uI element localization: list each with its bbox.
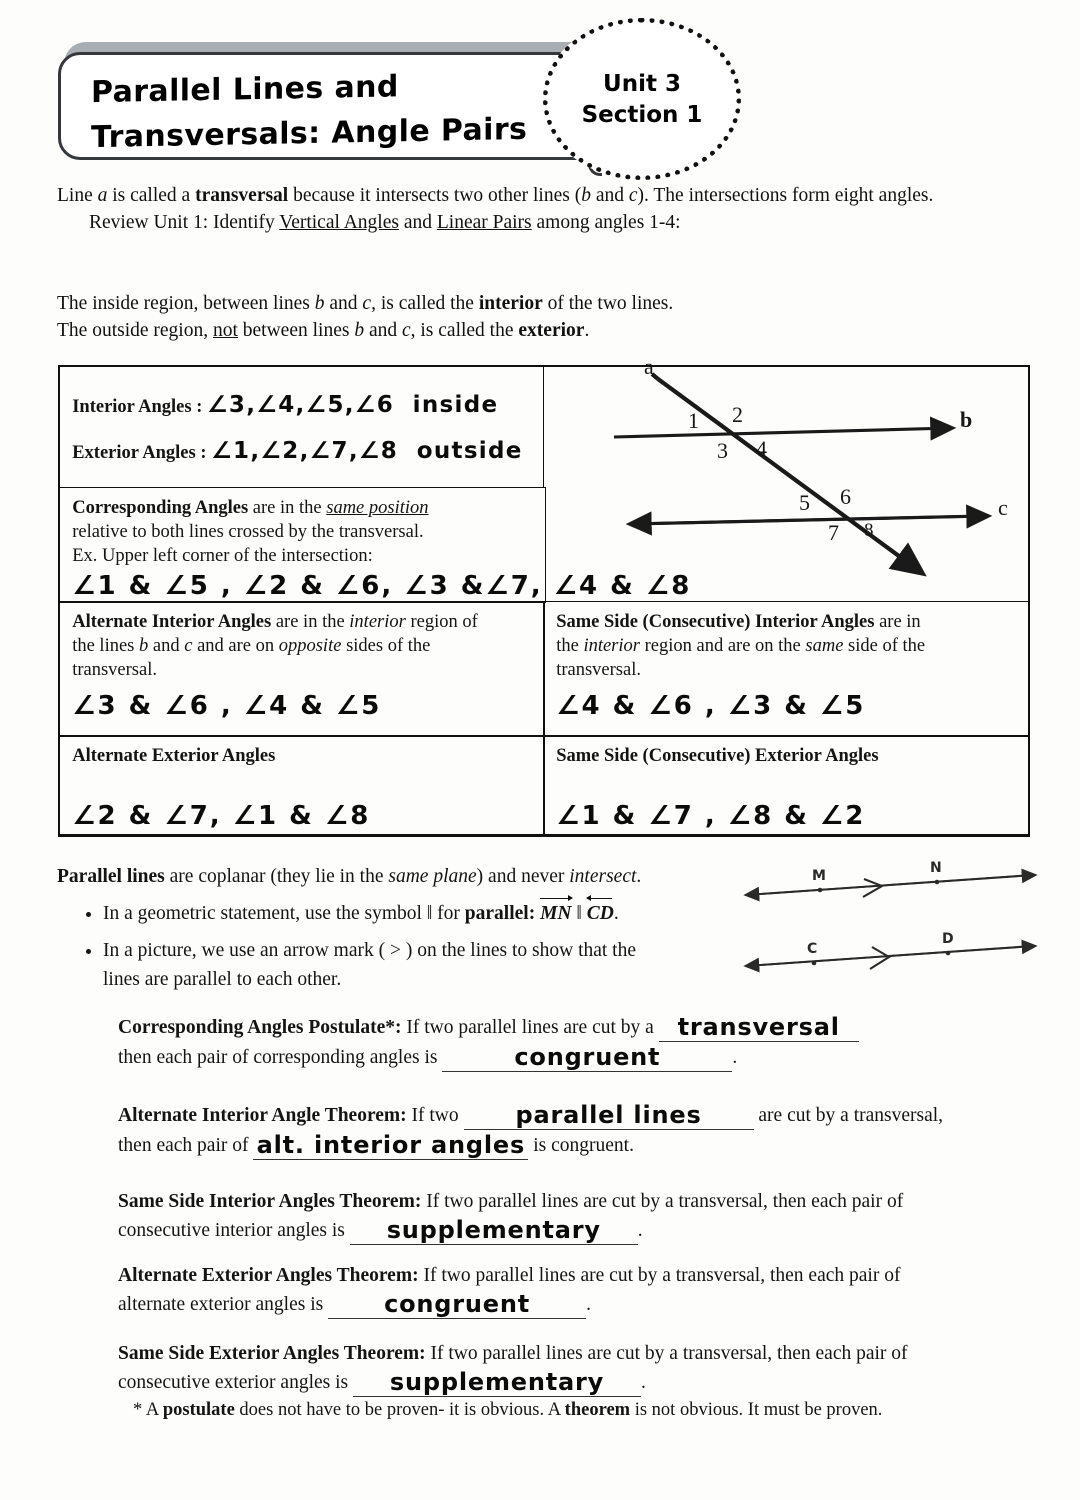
ray-mn: MN [540,903,572,924]
alternate-exterior-label: Alternate Exterior Angles [72,746,276,767]
cd-line [746,946,1035,966]
exterior-angles-label: Exterior Angles : [72,443,207,464]
same-side-exterior-answer: ∠1 & ∠7 , ∠8 & ∠2 [556,801,866,832]
cd-label-c: C [807,941,818,957]
theorem-line-1: Alternate Interior Angle Theorem: If two parallel lines are cut by a transversal, [118,1101,944,1129]
table-row [60,602,1028,736]
exterior-angles-note: outside [416,438,523,465]
diagram-angle-4: 4 [756,436,767,461]
theorem-line-2: then each pair of corresponding angles is congruent . [118,1043,738,1071]
answer-blank[interactable]: supplementary [353,1367,641,1397]
same-side-interior-cell [543,601,1029,737]
line-cd: CD [586,903,614,924]
interior-angles-answer: ∠3,∠4,∠5,∠6 [207,392,395,419]
table-row [60,736,1028,834]
line-b [614,428,952,437]
mn-line [746,875,1035,895]
regions-paragraph [57,290,957,344]
regions-line-1: The inside region, between lines b and c, is called the interior of the two lines. [57,293,674,314]
unit-section-badge [543,18,741,180]
intro-paragraph [57,182,1037,236]
answer-blank[interactable]: congruent [328,1289,586,1319]
cd-label-d: D [942,931,954,947]
interior-angles-label: Interior Angles : [72,397,203,418]
mn-arrow-mark [863,879,882,897]
theorem-alternate-exterior-angles [118,1262,1018,1319]
corresponding-angles-def-l2: relative to both lines crossed by the transversal. [72,521,424,542]
regions-line-2: The outside region, not between lines b and c, is called the exterior. [57,320,590,341]
theorem-line-2: alternate exterior angles is congruent . [118,1290,591,1318]
theorem-line-1: Alternate Exterior Angles Theorem: If two parallel lines are cut by a transversal, then each pair of [118,1265,901,1286]
diagram-angle-8: 8 [864,520,874,541]
parallel-lines-lead: Parallel lines are coplanar (they lie in the same plane) and never intersect. [57,866,642,887]
theorem-line-2: consecutive interior angles is supplementary . [118,1216,643,1244]
diagram-angle-7: 7 [828,520,839,545]
footnote: * A postulate does not have to be proven- it is obvious. A theorem is not obvious. It must be proven. [133,1400,883,1420]
theorem-alternate-interior-angle [118,1100,1018,1160]
corresponding-angles-def: Corresponding Angles are in the same position [72,497,429,518]
alternate-interior-def-l2: the lines b and c and are on opposite sides of the [72,636,431,657]
list-item: • In a picture, we use an arrow mark ( > ) on the lines to show that the lines are parallel to each other. [103,936,757,994]
same-side-interior-def-l2: the interior region and are on the same side of the [556,636,926,657]
parallel-lines-paragraph [57,862,757,994]
parallel-lines-bullets [57,899,757,994]
transversal-diagram [600,352,1040,592]
section-label: Section 1 [581,101,703,128]
diagram-label-c: c [998,495,1008,520]
theorem-corresponding-angles-postulate [118,1012,1018,1072]
answer-blank[interactable]: congruent [442,1042,732,1072]
corresponding-angles-answer: ∠1 & ∠5 , ∠2 & ∠6, ∠3 &∠7, ∠4 & ∠8 [72,570,692,601]
mn-label-n: N [930,860,942,876]
unit-label: Unit 3 [603,70,681,97]
alternate-interior-cell [59,601,545,737]
diagram-angle-2: 2 [732,402,743,427]
corresponding-angles-def-l3: Ex. Upper left corner of the intersection: [72,545,373,566]
list-item: • In a geometric statement, use the symbol ‖ for parallel: MN ‖ CD. [103,899,757,928]
corresponding-angles-cell [59,487,692,603]
diagram-angle-1: 1 [688,408,699,433]
theorem-line-1: Corresponding Angles Postulate*: If two parallel lines are cut by a transversal [118,1012,1018,1042]
alternate-exterior-cell [59,735,545,835]
diagram-angle-5: 5 [799,490,810,515]
answer-blank[interactable]: transversal [659,1012,859,1042]
alternate-interior-def-l3: transversal. [72,660,157,681]
alternate-interior-def: Alternate Interior Angles are in the interior region of [72,612,478,633]
same-side-interior-answer: ∠4 & ∠6 , ∠3 & ∠5 [556,691,866,722]
same-side-interior-def: Same Side (Consecutive) Interior Angles are in [556,612,921,633]
same-side-exterior-cell [543,735,1029,835]
answer-blank[interactable]: parallel lines [464,1100,754,1130]
answer-blank[interactable]: alt. interior angles [253,1130,528,1160]
theorem-line-1: Same Side Interior Angles Theorem: If two parallel lines are cut by a transversal, then each pair of [118,1191,904,1212]
diagram-angle-3: 3 [717,438,728,463]
theorem-same-side-exterior-angles [118,1340,1018,1397]
point-c [812,961,817,966]
point-m [818,888,823,893]
answer-blank[interactable]: supplementary [350,1215,638,1245]
interior-angles-note: inside [412,392,499,419]
linear-pairs-term: Linear Pairs [436,212,532,233]
exterior-angles-line [72,439,531,465]
interior-angles-line [72,393,531,419]
alternate-interior-answer: ∠3 & ∠6 , ∠4 & ∠5 [72,691,382,722]
alternate-exterior-answer: ∠2 & ∠7, ∠1 & ∠8 [72,801,371,832]
theorem-line-1: Same Side Exterior Angles Theorem: If two parallel lines are cut by a transversal, then each pair of [118,1343,908,1364]
mn-label-m: M [812,868,826,884]
point-d [946,951,951,956]
page-title-line2: Transversals: Angle Pairs [91,111,528,156]
same-side-exterior-label: Same Side (Consecutive) Exterior Angles [556,746,879,767]
exterior-angles-answer: ∠1,∠2,∠7,∠8 [211,438,399,465]
parallel-lines-diagram [732,858,1052,990]
theorem-same-side-interior-angles [118,1188,1018,1245]
theorem-line-2: consecutive exterior angles is supplementary . [118,1368,646,1396]
interior-exterior-cell [59,366,544,488]
vertical-angles-term: Vertical Angles [279,212,399,233]
same-side-interior-def-l3: transversal. [556,660,641,681]
intro-line-2: Review Unit 1: Identify Vertical Angles and Linear Pairs among angles 1-4: [89,212,681,233]
theorem-line-2: then each pair of alt. interior angles is congruent. [118,1131,634,1159]
page-title-line1: Parallel Lines and [91,69,399,111]
diagram-label-a: a [644,354,654,379]
diagram-angle-6: 6 [840,484,851,509]
diagram-label-b: b [960,407,973,432]
line-c [630,516,988,524]
intro-line-1: Line a is called a transversal because it intersects two other lines (b and c). The intersections form eight angles. [57,185,934,206]
point-n [935,880,940,885]
